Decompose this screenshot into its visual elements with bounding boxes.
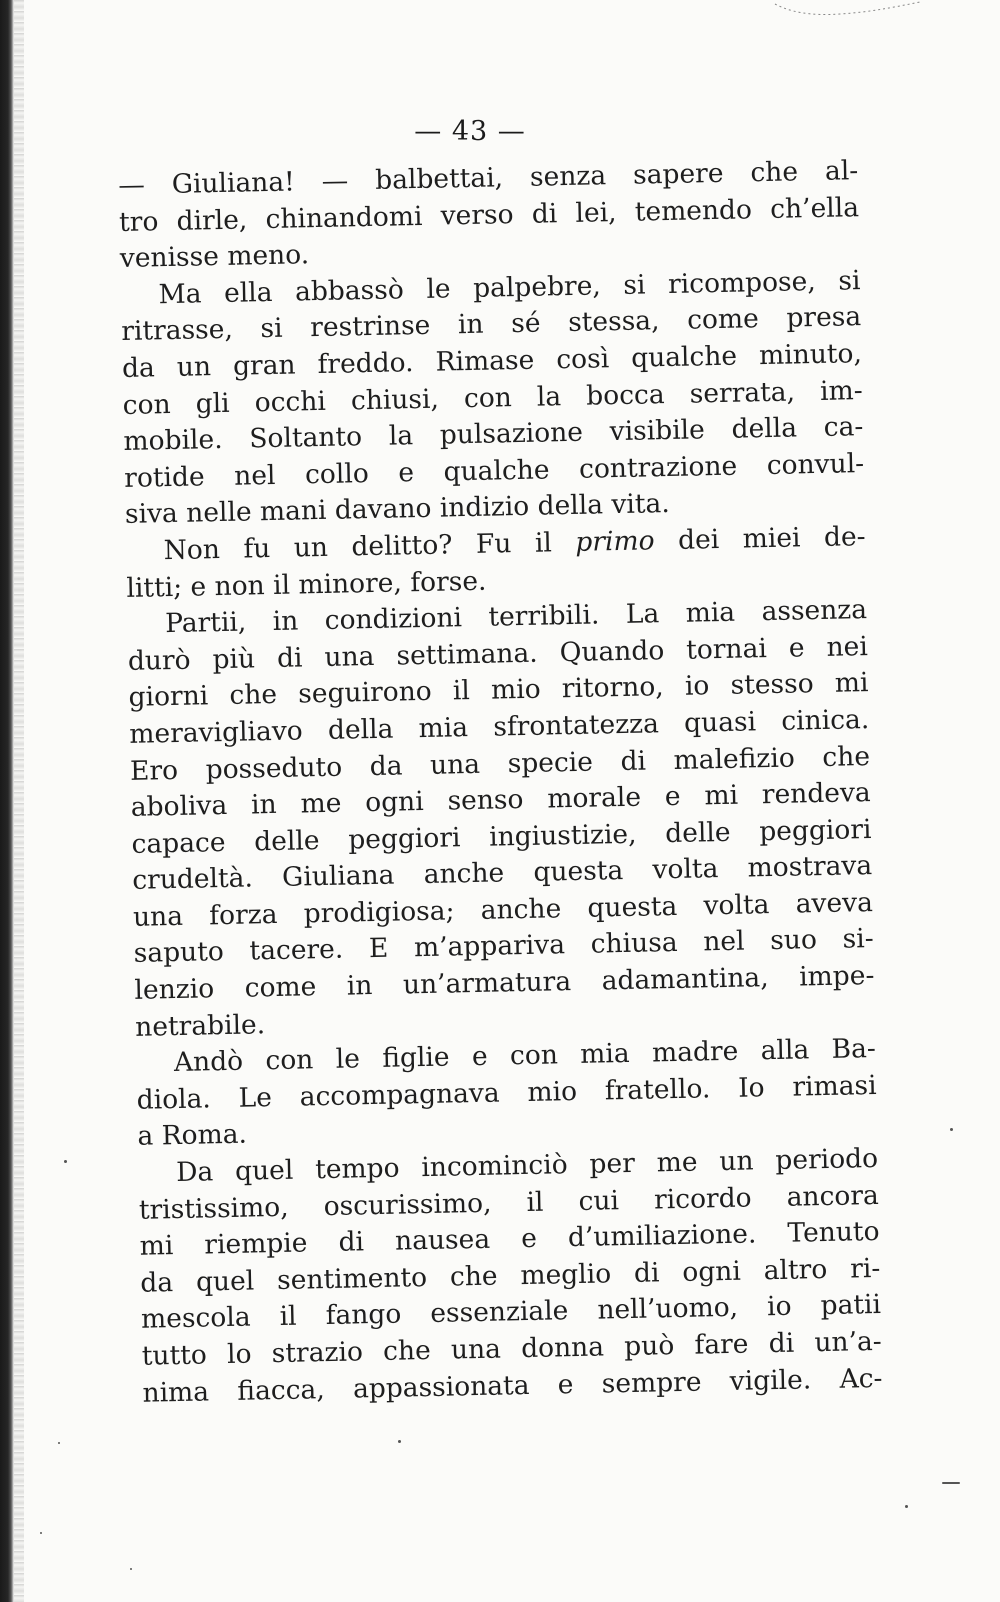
scan-speck bbox=[942, 1482, 960, 1484]
scan-speck bbox=[130, 1568, 132, 1570]
text-line-content: capace delle peggiori ingiustizie, delle peggiori bbox=[131, 813, 872, 860]
text-line-content: — Giuliana! — balbettai, senza sapere che al- bbox=[118, 155, 859, 201]
text-line-content: aboliva in me ogni senso morale e mi rendeva bbox=[130, 777, 871, 823]
text-line-content: con gli occhi chiusi, con la bocca serrata, im- bbox=[122, 374, 863, 421]
text-line-content: tro dirle, chinandomi verso di lei, temendo ch’ella bbox=[118, 191, 860, 238]
text-line-content: una forza prodigiosa; anche questa volta aveva bbox=[132, 886, 874, 933]
text-line-content: venisse meno. bbox=[119, 239, 310, 275]
text-line-content: da un gran freddo. Rimase così qualche minuto, bbox=[121, 338, 863, 384]
text-line-content: Partii, in condizioni terribili. La mia assenza bbox=[164, 594, 868, 640]
corner-scribble-mark bbox=[770, 0, 930, 30]
text-line-content: Da quel tempo incominciò per me un periodo bbox=[175, 1142, 879, 1189]
page-number: — 43 — bbox=[414, 116, 526, 147]
text-line-content: nima fiacca, appassionata e sempre vigile. Ac- bbox=[142, 1362, 883, 1409]
text-line-content: tristissimo, oscurissimo, il cui ricordo ancora bbox=[138, 1179, 880, 1226]
text-line-content: crudeltà. Giuliana anche questa volta mostrava bbox=[131, 850, 873, 897]
text-line-content: giorni che seguirono il mio ritorno, io stesso mi bbox=[128, 667, 869, 714]
text-line-content: ritrasse, si restrinse in sé stessa, come presa bbox=[120, 301, 862, 348]
text-line-content: tutto lo strazio che una donna può fare di un’a- bbox=[141, 1325, 883, 1372]
scan-speck bbox=[905, 1505, 908, 1508]
text-line-content: siva nelle mani davano indizio della vita. bbox=[124, 488, 671, 531]
text-line-content: mobile. Soltanto la pulsazione visibile della ca- bbox=[123, 411, 864, 458]
scan-speck bbox=[40, 1532, 42, 1534]
text-line-content: rotide nel collo e qualche contrazione convul- bbox=[123, 447, 865, 494]
text-line-content: diola. Le accompagnava mio fratello. Io rimasi bbox=[136, 1069, 877, 1116]
text-line-content: meravigliavo della mia sfrontatezza quasi cinica. bbox=[129, 703, 870, 750]
scan-speck bbox=[398, 1440, 401, 1443]
text-line-content: lenzio come in un’armatura adamantina, impe- bbox=[134, 960, 875, 1006]
binding-speckle bbox=[14, 0, 24, 1602]
text-line-content: a Roma. bbox=[137, 1119, 248, 1153]
text-line-content: Non fu un delitto? Fu il bbox=[163, 526, 576, 567]
text-line-continuation: dei miei de- bbox=[654, 521, 866, 557]
scan-speck bbox=[58, 1442, 60, 1444]
text-line-content: mi riempie di nausea e d’umiliazione. Tenuto bbox=[139, 1216, 880, 1262]
text-line-content: litti; e non il minore, forse. bbox=[126, 565, 487, 604]
text-line-content: Ma ella abbassò le palpebre, si ricompose, si bbox=[158, 264, 861, 310]
text-line-content: saputo tacere. E m’appariva chiusa nel suo si- bbox=[133, 923, 874, 970]
scan-speck bbox=[64, 1160, 67, 1163]
italic-word: primo bbox=[575, 525, 655, 558]
text-line-content: Ero posseduto da una specie di malefizio che bbox=[129, 740, 871, 787]
body-text bbox=[118, 153, 883, 1412]
scan-speck bbox=[950, 1128, 953, 1131]
text-line-content: da quel sentimento che meglio di ogni altro ri- bbox=[140, 1252, 881, 1299]
text-line-content: Andò con le figlie e con mia madre alla Ba- bbox=[173, 1033, 877, 1079]
text-line-content: durò più di una settimana. Quando tornai e nei bbox=[127, 630, 869, 677]
text-line-content: netrabile. bbox=[134, 1008, 266, 1043]
binding-edge bbox=[0, 0, 14, 1602]
text-line-content: mescola il fango essenziale nell’uomo, io patii bbox=[140, 1289, 882, 1336]
